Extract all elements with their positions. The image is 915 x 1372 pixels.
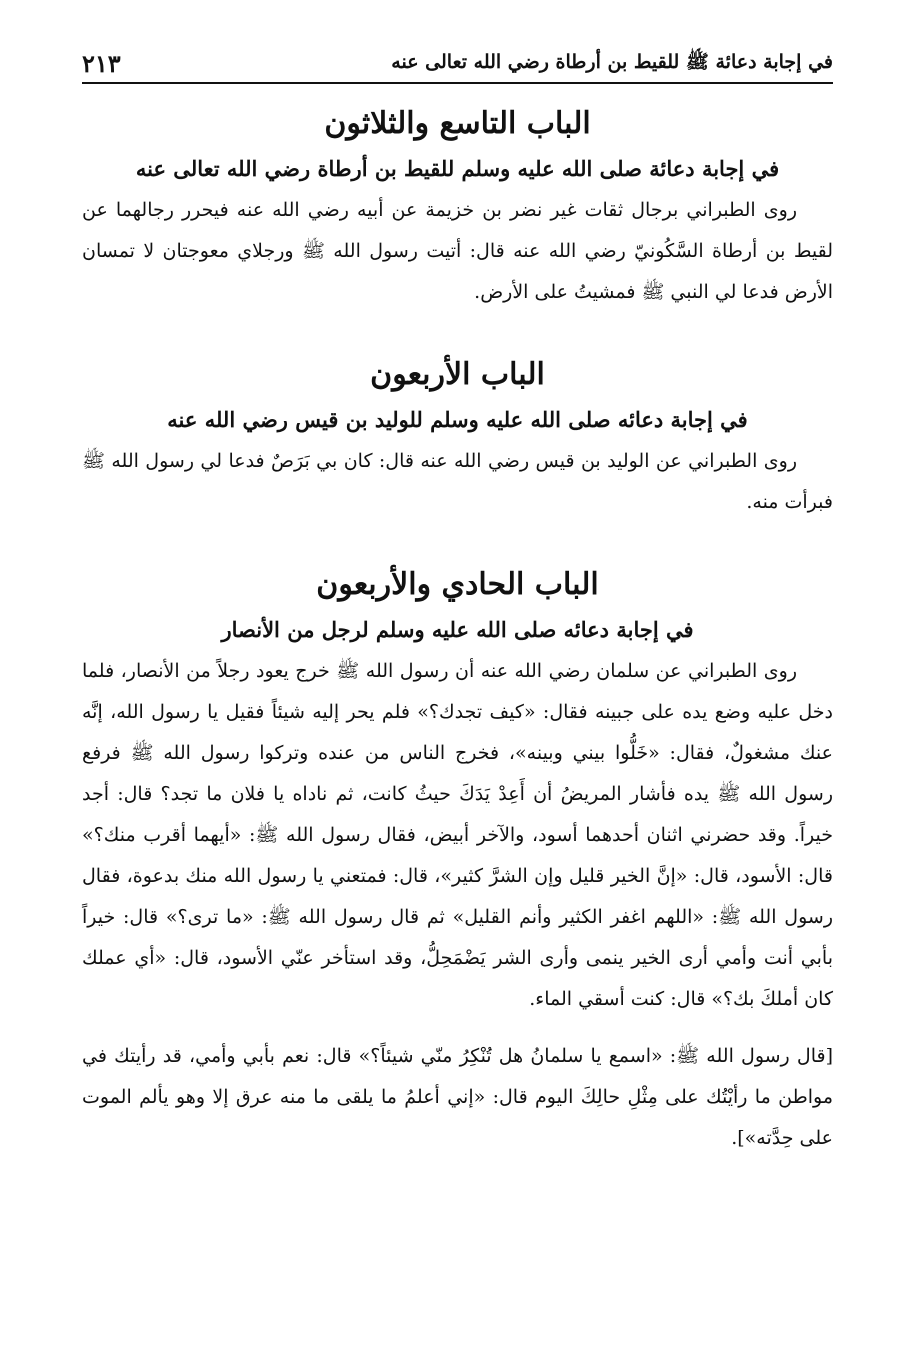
chapter-subtitle: في إجابة دعائه صلى الله عليه وسلم لرجل من الأنصار [221,617,694,642]
running-header-title: في إجابة دعائة ﷺ للقيط بن أرطاة رضي الله تعالى عنه [391,51,833,73]
chapter-title: الباب الأربعون [370,357,545,392]
chapter-subtitle: في إجابة دعائة صلى الله عليه وسلم للقيط بن أرطاة رضي الله تعالى عنه [135,156,780,181]
chapter-title: الباب الحادي والأربعون [316,567,599,602]
running-header [82,40,833,84]
chapter-paragraph: روى الطبراني عن سلمان رضي الله عنه أن رسول الله ﷺ خرج يعود رجلاً من الأنصار، فلما دخل عليه وضع يده على جبينه فقال: «كيف تجدك؟» فلم يحر إليه شيئاً فقيل يا رسول الله، إنَّه عنك مشغولٌ، فقال: «خَلُّوا بيني وبينه»، فخرج الناس من عنده وتركوا رسول الله ﷺ فرفع رسول الله ﷺ يده فأشار المريضُ أن أَعِدْ يَدَكَ حيثُ كانت، ثم ناداه يا فلان ما تجد؟ قال: أجد خيراً. وقد حضرني اثنان أحدهما أسود، والآخر أبيض، فقال رسول الله ﷺ: «أيهما أقرب منك؟» قال: الأسود، قال: «إنَّ الخير قليل وإن الشرَّ كثير»، قال: فمتعني يا رسول الله منك بدعوة، فقال رسول الله ﷺ: «اللهم اغفر الكثير وأنم القليل» ثم قال رسول الله ﷺ: «ما ترى؟» قال: خيراً بأبي أنت وأمي أرى الخير ينمى وأرى الشر يَضْمَحِلُّ، وقد استأخر عنّي الأسود، قال: «أي عملك كان أملكَ بك؟» قال: كنت أسقي الماء. [82,660,833,1010]
chapter-paragraph-bracketed: [قال رسول الله ﷺ: «اسمع يا سلمانُ هل تُنْكِرُ منّي شيئاً؟» قال: نعم بأبي وأمي، قد رأيتك في مواطن ما رأيْتُك على مِثْلِ حالِكَ اليوم قال: «إني أعلمُ ما يلقى ما منه عرق إلا وهو يألم الموت على حِدَّته»]. [82,1045,833,1149]
page-number: ٢١٣ [82,49,121,78]
chapter-40 [82,353,833,523]
chapter-subtitle: في إجابة دعائه صلى الله عليه وسلم للوليد بن قيس رضي الله عنه [167,407,748,432]
chapter-41 [82,563,833,1159]
chapter-39 [82,102,833,313]
chapter-paragraph: روى الطبراني عن الوليد بن قيس رضي الله عنه قال: كان بي بَرَصٌ فدعا لي رسول الله ﷺ فبرأت منه. [82,450,833,513]
chapter-title: الباب التاسع والثلاثون [324,106,591,141]
chapter-paragraph: روى الطبراني برجال ثقات غير نضر بن خزيمة عن أبيه رضي الله عنه فيحرر رجالهما عن لقيط بن أرطاة السَّكُونيّ رضي الله عنه قال: أتيت رسول الله ﷺ ورجلاي معوجتان لا تمسان الأرض فدعا لي النبي ﷺ فمشيتُ على الأرض. [82,199,833,303]
